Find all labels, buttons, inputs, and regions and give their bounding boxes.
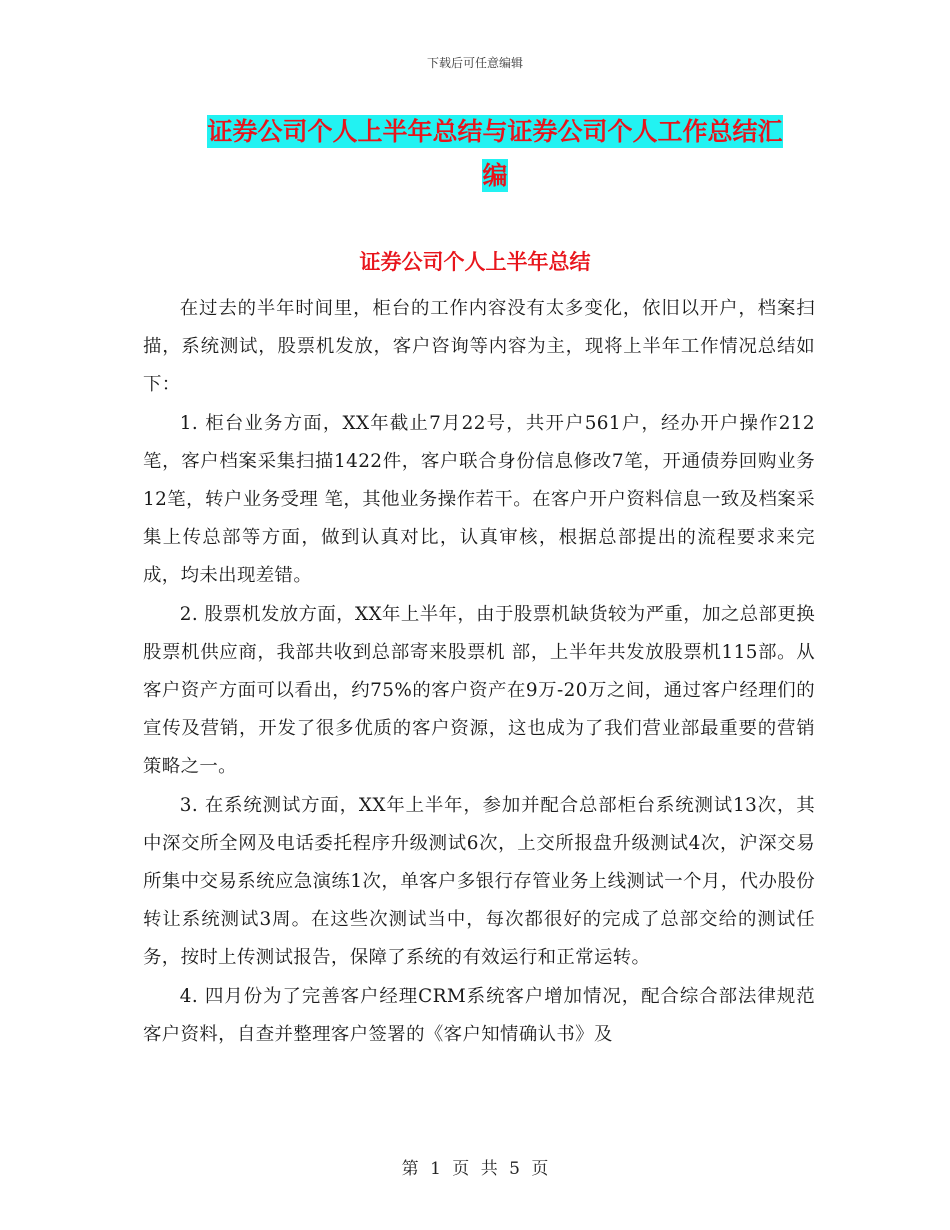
header-note: 下载后可任意编辑	[426, 56, 523, 70]
section-title: 证券公司个人上半年总结	[359, 250, 591, 274]
document-title-line-2: 编	[482, 161, 508, 190]
paragraph-2: 2. 股票机发放方面，XX年上半年，由于股票机缺货较为严重，加之总部更换股票机供应商，我部共收到总部寄来股票机 部，上半年共发放股票机115部。从客户资产方面可以看出，约75%的客户资产在9万-20万之间，通过客户经理们的宣传及营销，开发了很多优质的客户资源，这也成为了我们营业部最重要的营销策略之一。	[143, 603, 815, 778]
page-footer: 第 1 页 共 5 页	[401, 1159, 549, 1179]
paragraph-1: 1. 柜台业务方面，XX年截止7月22号，共开户561户，经办开户操作212笔，客户档案采集扫描1422件，客户联合身份信息修改7笔，开通债券回购业务12笔，转户业务受理 笔，其他业务操作若干。在客户开户资料信息一致及档案采集上传总部等方面，做到认真对比，认真审核，根据总部提出的流程要求来完成，均未出现差错。	[143, 412, 815, 587]
document-title-line-1: 证券公司个人上半年总结与证券公司个人工作总结汇	[207, 117, 783, 146]
paragraph-4: 4. 四月份为了完善客户经理CRM系统客户增加情况，配合综合部法律规范客户资料，自查并整理客户签署的《客户知情确认书》及	[143, 985, 815, 1045]
body-text	[143, 290, 815, 1054]
paragraph-3: 3. 在系统测试方面，XX年上半年，参加并配合总部柜台系统测试13次，其中深交所全网及电话委托程序升级测试6次，上交所报盘升级测试4次，沪深交易所集中交易系统应急演练1次，单客户多银行存管业务上线测试一个月，代办股份转让系统测试3周。在这些次测试当中，每次都很好的完成了总部交给的测试任务，按时上传测试报告，保障了系统的有效运行和正常运转。	[143, 794, 815, 969]
document-title	[185, 110, 805, 198]
paragraph-intro: 在过去的半年时间里，柜台的工作内容没有太多变化，依旧以开户，档案扫描，系统测试，股票机发放，客户咨询等内容为主，现将上半年工作情况总结如下：	[143, 298, 815, 396]
